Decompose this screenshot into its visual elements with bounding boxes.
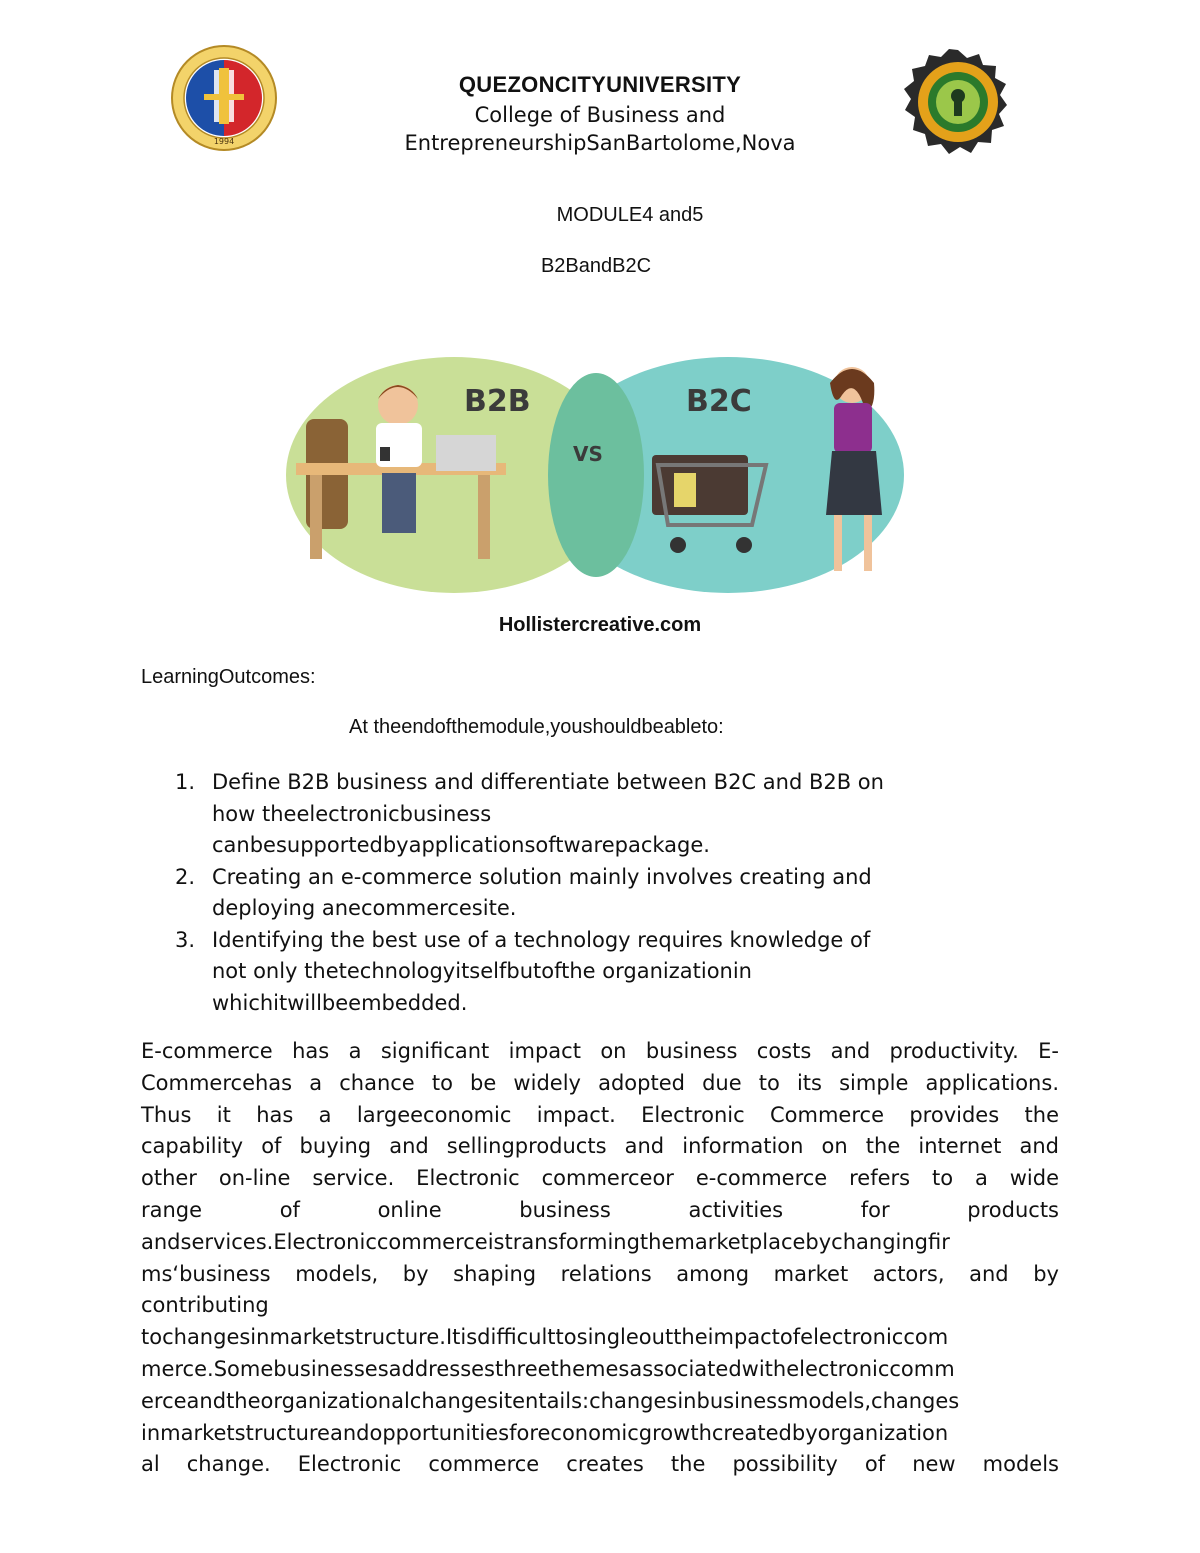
paragraph-line: tochangesinmarketstructure.Itisdifficulttosingleouttheimpactofelectroniccom: [141, 1325, 949, 1350]
list-item: [175, 925, 995, 1020]
module-title: MODULE4 and5: [556, 204, 704, 226]
list-item-line: deploying anecommercesite.: [212, 896, 517, 920]
paragraph-line: other on-line service. Electronic commerceor e-commerce refers to a wide: [141, 1166, 1059, 1191]
paragraph-line: contributing: [141, 1293, 269, 1318]
module-subtitle: B2BandB2C: [540, 255, 652, 277]
list-item-line: Define B2B business and differentiate between B2C and B2B on: [212, 770, 884, 794]
list-item-number: 3.: [175, 927, 196, 952]
list-item-line: canbesupportedbyapplicationsoftwarepackage.: [212, 833, 710, 857]
list-item-line: whichitwillbeembedded.: [212, 990, 468, 1015]
overlap-area: [548, 373, 644, 577]
list-item-line: Creating an e-commerce solution mainly involves creating and: [212, 864, 872, 889]
list-item-line: not only thetechnologyitselfbutofthe organizationin: [212, 959, 752, 983]
paragraph-line: Commercehas a chance to be widely adopted due to its simple applications.: [141, 1070, 1059, 1095]
list-item-line: Identifying the best use of a technology requires knowledge of: [212, 927, 871, 952]
list-item: [175, 767, 995, 862]
learning-outcomes-title: LearningOutcomes:: [141, 666, 316, 688]
university-name: QUEZONCITYUNIVERSITY: [458, 72, 742, 97]
b2b-vs-b2c-illustration: [286, 355, 910, 600]
college-line-2: EntrepreneurshipSanBartolome,Nova: [404, 131, 796, 155]
learning-outcomes-intro: At theendofthemodule,youshouldbeableto:: [349, 716, 724, 738]
image-credit: Hollistercreative.com: [498, 614, 702, 636]
paragraph-line: erceandtheorganizationalchangesitentails:changesinbusinessmodels,changes: [141, 1388, 960, 1413]
paragraph-line: inmarketstructureandopportunitiesforeconomicgrowthcreatedbyorganization: [141, 1420, 949, 1445]
paragraph-line: range of online business activities for products: [141, 1197, 1059, 1222]
paragraph-line: E-commerce has a significant impact on business costs and productivity. E-: [141, 1039, 1059, 1063]
b2c-label: B2C: [686, 384, 752, 419]
paragraph-line: merce.Somebusinessesaddressesthreethemesassociatedwithelectroniccomm: [141, 1356, 955, 1381]
college-line-1: College of Business and: [474, 103, 726, 127]
list-item: [175, 862, 995, 925]
paragraph-line: ms‘business models, by shaping relations among market actors, and by: [141, 1261, 1059, 1286]
paragraph-line: al change. Electronic commerce creates the possibility of new models: [141, 1452, 1059, 1477]
b2b-label: B2B: [464, 384, 531, 419]
paragraph-line: capability of buying and sellingproducts and information on the internet and: [141, 1134, 1059, 1159]
paragraph-line: andservices.Electroniccommerceistransformingthemarketplacebychangingfir: [141, 1229, 950, 1254]
vs-label: VS: [573, 442, 603, 466]
paragraph-line: Thus it has a largeeconomic impact. Electronic Commerce provides the: [141, 1102, 1059, 1127]
list-item-number: 2.: [175, 864, 196, 889]
logo-year-text: 1994: [213, 137, 235, 146]
list-item-line: how theelectronicbusiness: [212, 801, 492, 826]
list-item-number: 1.: [175, 770, 196, 794]
learning-outcomes-list: [175, 767, 995, 1019]
body-paragraph: [141, 1036, 1059, 1481]
